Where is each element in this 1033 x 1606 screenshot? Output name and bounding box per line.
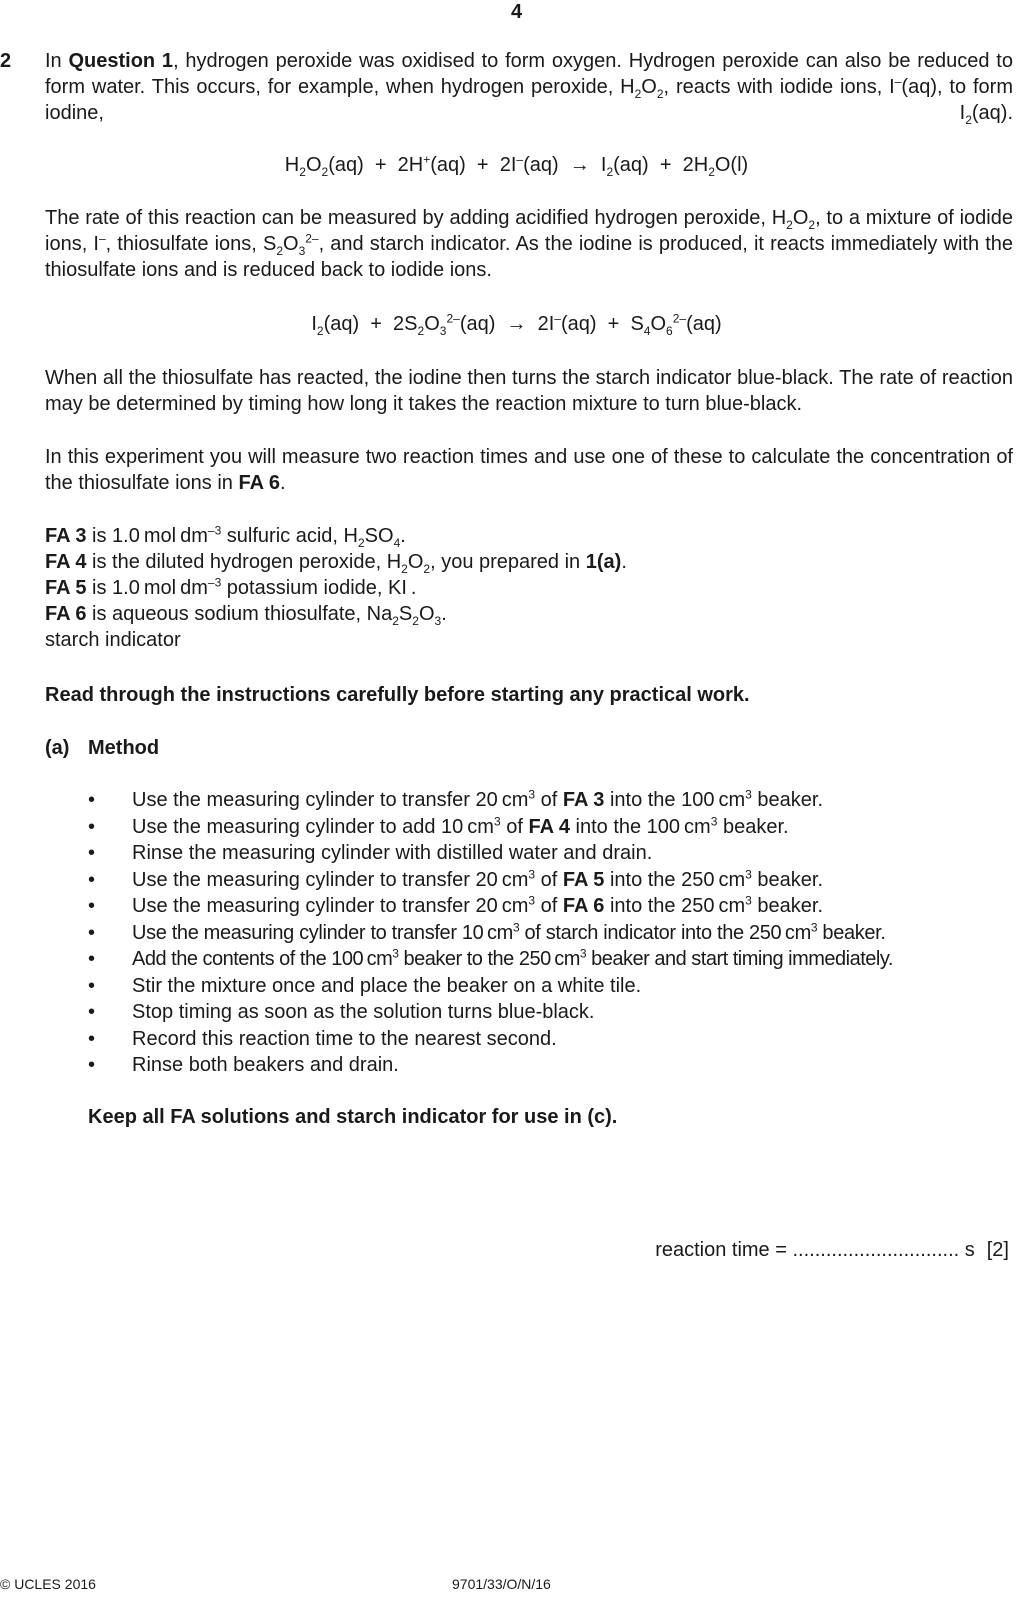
footer-copyright: © UCLES 2016 [0,1576,96,1592]
method-step: • Rinse the measuring cylinder with distilled water and drain. [88,840,1023,867]
equation-iodine-thiosulfate: $I_2(aq) + 2S_2O_3^{2-}(aq) \to 2I^-(aq) + S_4O_6^{2-}(aq)$ [311,311,722,338]
method-step: • Use the measuring cylinder to transfer 10 $cm^3$ of starch indicator into the 250 $cm^3$ beaker. [88,920,1023,947]
reagent-fa5: FA 5 is 1.0 mol $dm^{-3}$ potassium iodide, KI . [45,575,417,599]
method-step: • Record this reaction time to the nearest second. [88,1026,1023,1053]
reagent-fa4: FA 4 is the diluted hydrogen peroxide, $H_2O_2$, you prepared in 1(a). [45,551,627,576]
experiment-paragraph: In this experiment you will measure two reaction times and use one of these to calculate the concentration of the thiosulfate ions in FA 6. [45,446,1013,494]
method-step: • Use the measuring cylinder to transfer 20 $cm^3$ of FA 3 into the 100 $cm^3$ beaker. [88,787,1023,814]
question-number: 2 [0,50,12,72]
starch-paragraph: When all the thiosulfate has reacted, the iodine then turns the starch indicator blue-black. The rate of reaction may be determined by timing how long it takes the reaction mixture to turn blue-black. [45,367,1013,415]
method-step: • Add the contents of the 100 $cm^3$ beaker to the 250 $cm^3$ beaker and start timing immediately. [88,946,1023,973]
answer-blank[interactable]: .............................. [792,1239,960,1261]
method-step: • Use the measuring cylinder to transfer 20 $cm^3$ of FA 5 into the 250 $cm^3$ beaker. [88,867,1023,894]
answer-line [655,1237,1009,1263]
instruction-heading: Read through the instructions carefully before starting any practical work. [45,684,750,706]
part-a-label: (a) [45,737,70,759]
keep-note: Keep all FA solutions and starch indicator for use in (c). [88,1106,618,1128]
marks-label: [2] [986,1239,1009,1261]
method-step: • Stir the mixture once and place the beaker on a white tile. [88,973,1023,1000]
method-step: • Rinse both beakers and drain. [88,1052,1023,1079]
part-a-title: Method [88,737,160,759]
method-steps [88,787,1023,1079]
page-number: 4 [510,1,523,23]
reagent-fa6: FA 6 is aqueous sodium thiosulfate, $Na_2S_2O_3$. [45,603,447,628]
footer-paper-code: 9701/33/O/N/16 [452,1576,551,1592]
reagent-starch: starch indicator [45,629,181,651]
method-step: • Use the measuring cylinder to transfer 20 $cm^3$ of FA 6 into the 250 $cm^3$ beaker. [88,893,1023,920]
rate-paragraph: The rate of this reaction can be measured by adding acidified hydrogen peroxide, $H_2O_2$, to a mixture of iodide ions, I–, thiosulfate ions, $S_2O_3^{2-}$, and starch indicator. As the iodine is produced, it reacts immediately with the thiosulfate ions and is reduced back to iodide ions. [45,207,1014,281]
method-step: • Use the measuring cylinder to add 10 $cm^3$ of FA 4 into the 100 $cm^3$ beaker. [88,814,1023,841]
answer-unit: s [959,1239,975,1261]
equation-peroxide-iodide: $H_2O_2(aq) + 2H^+(aq) + 2I^-(aq) \to I_2(aq) + 2H_2O(l)$ [284,152,749,179]
answer-label: reaction time = [655,1239,793,1261]
method-step: • Stop timing as soon as the solution turns blue-black. [88,999,1023,1026]
intro-paragraph: In Question 1, hydrogen peroxide was oxidised to form oxygen. Hydrogen peroxide can also be reduced to form water. This occurs, for example, when hydrogen peroxide, $H_2O_2$, reacts with iodide ions, I–(aq), to form iodine, $I_2(aq)$. [45,50,1013,127]
reagent-list [45,523,1013,653]
reagent-fa3: FA 3 is 1.0 mol $dm^{-3}$ sulfuric acid, $H_2SO_4$. [45,523,406,550]
